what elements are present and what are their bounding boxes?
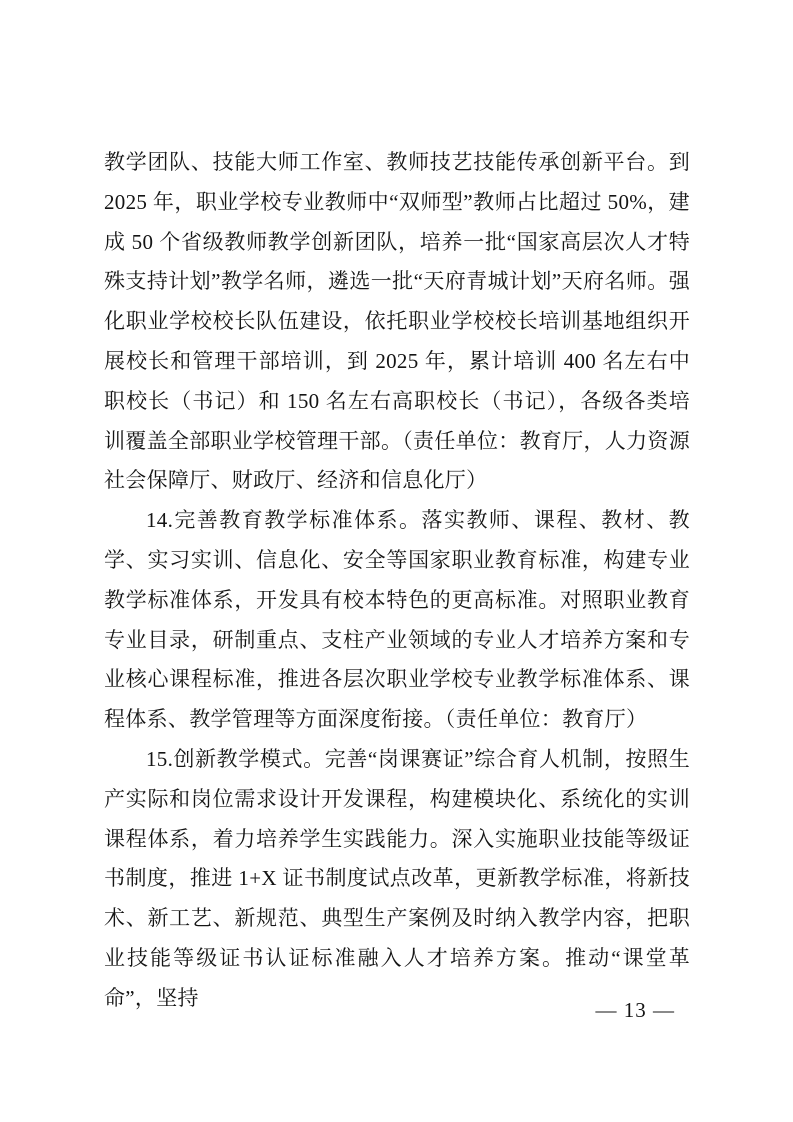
document-body bbox=[104, 143, 690, 1019]
page-number: — 13 — bbox=[595, 998, 675, 1022]
paragraph-item-15: 15.创新教学模式。完善“岗课赛证”综合育人机制，按照生产实际和岗位需求设计开发课程，构建模块化、系统化的实训课程体系，着力培养学生实践能力。深入实施职业技能等级证书制度，推进 1+X 证书制度试点改革，更新教学标准，将新技术、新工艺、新规范、典型生产案例及时纳入教学内容，把职业技能等级证书认证标准融入人才培养方案。推动“课堂革命”，坚持 bbox=[104, 746, 690, 1010]
paragraph-continuation: 教学团队、技能大师工作室、教师技艺技能传承创新平台。到 2025 年，职业学校专业教师中“双师型”教师占比超过 50%，建成 50 个省级教师教学创新团队，培养一批“国家高层次人才特殊支持计划”教学名师，遴选一批“天府青城计划”天府名师。强化职业学校校长队伍建设，依托职业学校校长培训基地组织开展校长和管理干部培训，到 2025 年，累计培训 400 名左右中职校长（书记）和 150 名左右高职校长（书记），各级各类培训覆盖全部职业学校管理干部。（责任单位：教育厅，人力资源社会保障厅、财政厅、经济和信息化厅） bbox=[104, 150, 690, 493]
paragraph-item-14: 14.完善教育教学标准体系。落实教师、课程、教材、教学、实习实训、信息化、安全等国家职业教育标准，构建专业教学标准体系，开发具有校本特色的更高标准。对照职业教育专业目录，研制重点、支柱产业领域的专业人才培养方案和专业核心课程标准，推进各层次职业学校专业教学标准体系、课程体系、教学管理等方面深度衔接。（责任单位：教育厅） bbox=[104, 508, 690, 732]
